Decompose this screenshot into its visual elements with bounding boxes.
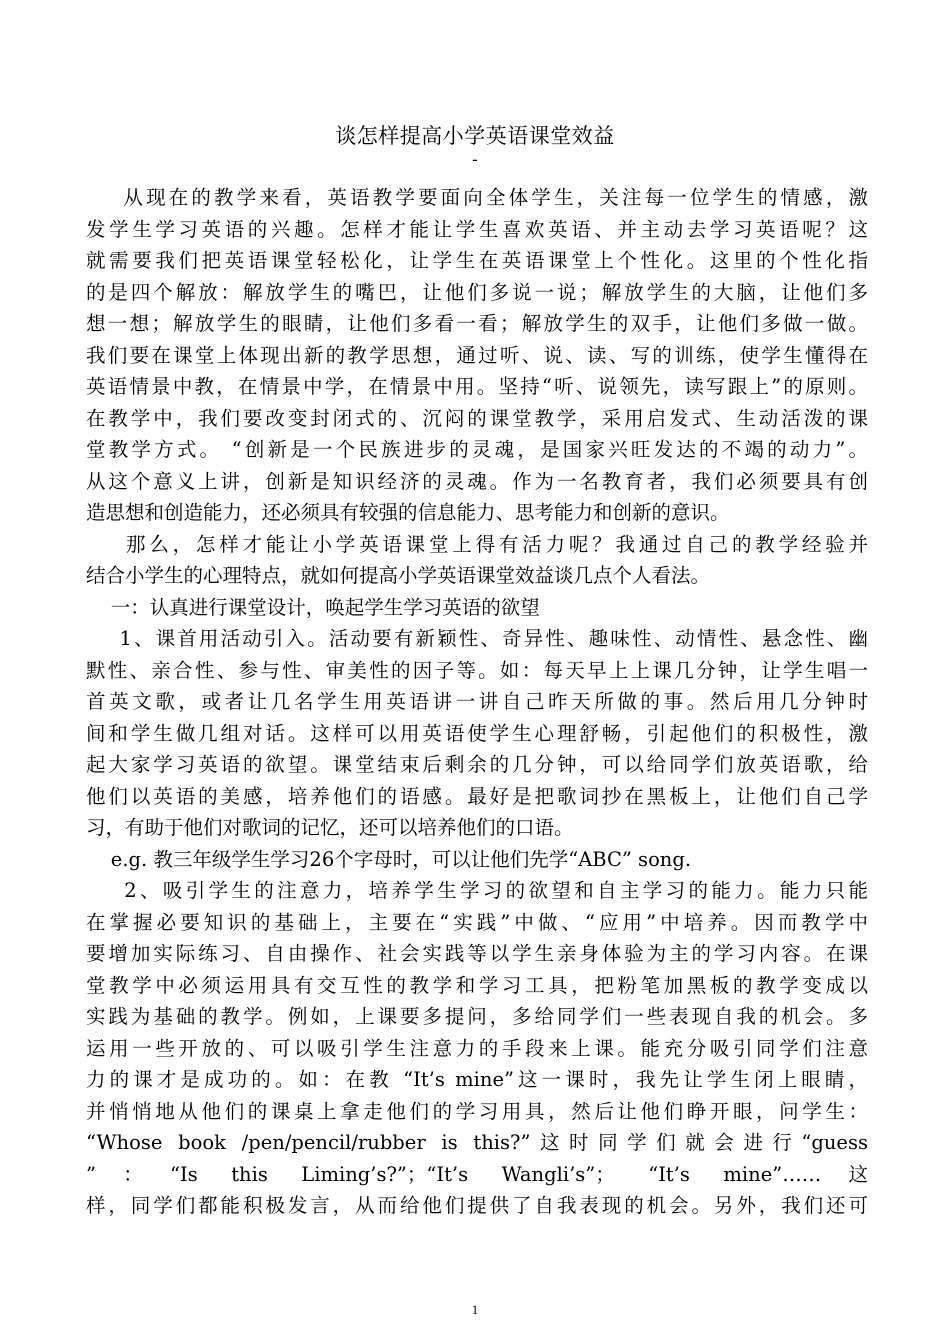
text-line: 英语情景中教，在情景中学，在情景中用。坚持“听、说领先，读写跟上”的原则。 <box>86 375 868 398</box>
text-line: 从这个意义上讲，创新是知识经济的灵魂。作为一名教育者，我们必须要具有创 <box>86 469 868 493</box>
text-line: 力的课才是成功的。如：在教 “It’s mine”这一课时，我先让学生闭上眼睛， <box>86 1068 868 1091</box>
text-line: 造思想和创造能力，还必须具有较强的信息能力、思考能力和创新的意识。 <box>86 501 730 524</box>
text-line: 他们以英语的美感，培养他们的语感。最好是把歌词抄在黑板上，让他们自己学 <box>86 784 868 808</box>
title-mark: - <box>470 150 480 169</box>
page-number: 1 <box>471 1302 479 1317</box>
text-line: 2、吸引学生的注意力，培养学生学习的欲望和自主学习的能力。能力只能 <box>86 879 868 902</box>
text-line: 在教学中，我们要改变封闭式的、沉闷的课堂教学，采用启发式、生动活泼的课 <box>86 406 868 430</box>
text-line: 堂教学中必须运用具有交互性的教学和学习工具，把粉笔加黑板的教学变成以 <box>86 973 868 997</box>
text-line: 习，有助于他们对歌词的记忆，还可以培养他们的口语。 <box>86 816 574 839</box>
text-line: ”：“Is this Liming’s?”；“It’s Wangli’s”； “It’s mine”……这 <box>86 1162 868 1186</box>
text-line: 样，同学们都能积极发言，从而给他们提供了自我表现的机会。另外，我们还可 <box>86 1194 868 1217</box>
text-line: 结合小学生的心理特点，就如何提高小学英语课堂效益谈几点个人看法。 <box>86 564 711 587</box>
text-line: 我们要在课堂上体现出新的教学思想，通过听、说、读、写的训练，使学生懂得在 <box>86 343 868 367</box>
text-line: 实践为基础的教学。例如，上课要多提问，多给同学们一些表现自我的机会。多 <box>86 1005 868 1028</box>
text-line: 并悄悄地从他们的课桌上拿走他们的学习用具，然后让他们睁开眼，问学生： <box>86 1099 868 1123</box>
text-line: 起大家学习英语的欲望。课堂结束后剩余的几分钟，可以给同学们放英语歌，给 <box>86 753 868 776</box>
text-line: 间和学生做几组对话。这样可以用英语使学生心理舒畅，引起他们的积极性，激 <box>86 721 868 745</box>
text-line: 首英文歌，或者让几名学生用英语讲一讲自己昨天所做的事。然后用几分钟时 <box>86 690 868 713</box>
text-line: 运用一些开放的、可以吸引学生注意力的手段来上课。能充分吸引同学们注意 <box>86 1036 868 1060</box>
text-line: 要增加实际练习、自由操作、社会实践等以学生亲身体验为主的学习内容。在课 <box>86 942 868 965</box>
text-line: 一：认真进行课堂设计，唤起学生学习英语的欲望 <box>86 595 540 619</box>
text-line: “Whose book /pen/pencil/rubber is this?”这时同学们就会进行“guess <box>86 1131 868 1154</box>
text-line: e.g. 教三年级学生学习26个字母时，可以让他们先学“ABC” song. <box>86 847 692 871</box>
text-line: 想一想；解放学生的眼睛，让他们多看一看；解放学生的双手，让他们多做一做。 <box>86 312 868 335</box>
text-line: 那么，怎样才能让小学英语课堂上得有活力呢？我通过自己的教学经验并 <box>86 532 868 556</box>
text-line: 堂教学方式。 “创新是一个民族进步的灵魂，是国家兴旺发达的不竭的动力”。 <box>86 438 868 461</box>
text-line: 默性、亲合性、参与性、审美性的因子等。如：每天早上上课几分钟，让学生唱一 <box>86 658 868 682</box>
text-line: 1、课首用活动引入。活动要有新颖性、奇异性、趣味性、动情性、悬念性、幽 <box>86 627 868 650</box>
text-line: 发学生学习英语的兴趣。怎样才能让学生喜欢英语、并主动去学习英语呢？这 <box>86 217 868 241</box>
document-body <box>86 182 868 1222</box>
text-line: 从现在的教学来看，英语教学要面向全体学生，关注每一位学生的情感，激 <box>86 186 868 209</box>
document-title: 谈怎样提高小学英语课堂效益 <box>335 124 615 148</box>
text-line: 的是四个解放：解放学生的嘴巴，让他们多说一说；解放学生的大脑，让他们多 <box>86 280 868 304</box>
text-line: 就需要我们把英语课堂轻松化，让学生在英语课堂上个性化。这里的个性化指 <box>86 249 868 272</box>
text-line: 在掌握必要知识的基础上，主要在“实践”中做、“应用”中培养。因而教学中 <box>86 910 868 934</box>
